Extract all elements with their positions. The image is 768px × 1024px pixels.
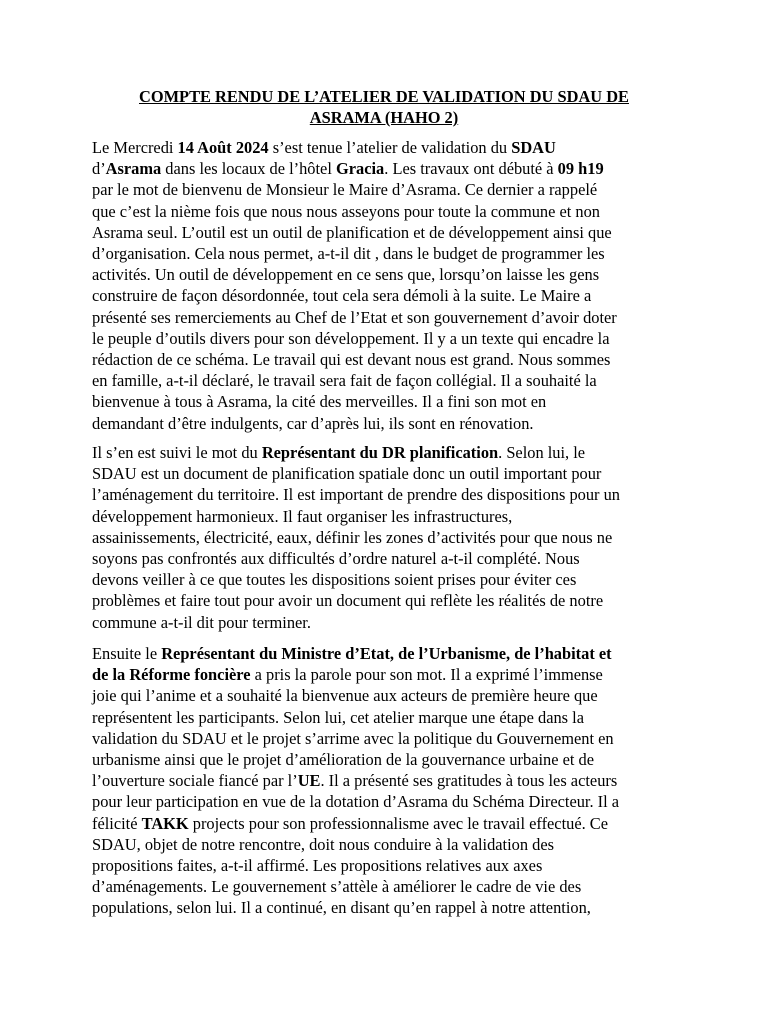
text-line: demandant d’être indulgents, car d’après lui, ils sont en rénovation. bbox=[92, 413, 534, 433]
bold-date: 14 Août 2024 bbox=[177, 138, 269, 157]
title-line: COMPTE RENDU DE L’ATELIER DE VALIDATION DU SDAU DE bbox=[139, 87, 629, 106]
text-line: rédaction de ce schéma. Le travail qui est devant nous est grand. Nous sommes bbox=[92, 350, 611, 370]
text-line: Ensuite le Représentant du Ministre d’Etat, de l’Urbanisme, de l’habitat et bbox=[92, 644, 612, 663]
text-line: joie qui l’anime et a souhaité la bienvenue aux acteurs de première heure que bbox=[92, 686, 598, 706]
text-line: activités. Un outil de développement en ce sens que, lorsqu’on laisse les gens bbox=[92, 265, 600, 285]
text-line: propositions faites, a-t-il affirmé. Les propositions relatives aux axes bbox=[92, 856, 543, 876]
text-line: d’aménagements. Le gouvernement s’attèle à améliorer le cadre de vie des bbox=[92, 877, 582, 897]
bold-time: 09 h19 bbox=[557, 159, 604, 179]
text-line: SDAU est un document de planification spatiale donc un outil important pour bbox=[92, 464, 602, 484]
text-line: que c’est la nième fois que nous nous asseyons pour toute la commune et non bbox=[92, 201, 600, 221]
text-line: félicité TAKK projects pour son professionnalisme avec le travail effectué. Ce bbox=[92, 813, 609, 833]
bold-asrama: Asrama bbox=[105, 159, 162, 179]
text-line: représentent les participants. Selon lui, cet atelier marque une étape dans la bbox=[92, 707, 584, 727]
bold-representant-dr: Représentant du DR planification bbox=[261, 443, 499, 462]
text-line: Il s’en est suivi le mot du Représentant du DR planification. Selon lui, le bbox=[92, 443, 586, 462]
text-line: urbanisme ainsi que le projet d’amélioration de la gouvernance urbaine et de bbox=[92, 750, 594, 770]
text-line: bienvenue à tous à Asrama, la cité des merveilles. Il a fini son mot en bbox=[92, 392, 547, 412]
bold-ue: UE bbox=[297, 771, 321, 791]
text-line: d’Asrama dans les locaux de l’hôtel Gracia. Les travaux ont débuté à 09 h19 bbox=[92, 159, 604, 179]
text-line: de la Réforme foncière a pris la parole pour son mot. Il a exprimé l’immense bbox=[92, 665, 603, 685]
text-line: soyons pas confrontés aux difficultés d’ordre naturel a-t-il complété. Nous bbox=[92, 549, 580, 569]
bold-representant-ministre: Représentant du Ministre d’Etat, de l’Urbanisme, de l’habitat et bbox=[161, 644, 612, 663]
text-line: d’organisation. Cela nous permet, a-t-il dit , dans le budget de programmer les bbox=[92, 244, 605, 264]
paragraph-dr-planification bbox=[92, 442, 684, 633]
text-line: Asrama seul. L’outil est un outil de planification et de développement ainsi que bbox=[92, 222, 612, 242]
text-line: l’ouverture sociale fiancé par l’UE. Il a présenté ses gratitudes à tous les acteurs bbox=[92, 771, 618, 791]
text-line: en famille, a-t-il déclaré, le travail sera fait de façon collégial. Il a souhaité la bbox=[92, 371, 597, 391]
text-line: SDAU, objet de notre rencontre, doit nous conduire à la validation des bbox=[92, 834, 555, 854]
text-line: développement harmonieux. Il faut organiser les infrastructures, bbox=[92, 506, 513, 526]
bold-reforme-fonciere: de la Réforme foncière bbox=[92, 665, 251, 685]
text-line: présenté ses remerciements au Chef de l’Etat et son gouvernement d’avoir doter bbox=[92, 307, 617, 327]
text-line: construire de façon désordonnée, tout cela sera démoli à la suite. Le Maire a bbox=[92, 286, 592, 306]
paragraph-ministre bbox=[92, 643, 684, 919]
text-line: le peuple d’outils divers pour son développement. Il y a un texte qui encadre la bbox=[92, 328, 610, 348]
text-line: devons veiller à ce que toutes les dispositions soient prises pour éviter ces bbox=[92, 570, 577, 590]
text-line: validation du SDAU et le projet s’arrime avec la politique du Gouvernement en bbox=[92, 728, 614, 748]
text-line: populations, selon lui. Il a continué, en disant qu’en rappel à notre attention, bbox=[92, 898, 591, 918]
text-line: commune a-t-il dit pour terminer. bbox=[92, 612, 311, 632]
text-line: problèmes et faire tout pour avoir un document qui reflète les réalités de notre bbox=[92, 591, 604, 611]
page-title bbox=[92, 86, 676, 128]
title-line: ASRAMA (HAHO 2) bbox=[309, 108, 459, 127]
text-line: Le Mercredi 14 Août 2024 s’est tenue l’atelier de validation du SDAU bbox=[92, 138, 556, 157]
bold-sdau: SDAU bbox=[511, 138, 556, 157]
text-line: pour leur participation en vue de la dotation d’Asrama du Schéma Directeur. Il a bbox=[92, 792, 620, 812]
text-line: par le mot de bienvenu de Monsieur le Maire d’Asrama. Ce dernier a rappelé bbox=[92, 180, 598, 200]
paragraph-opening bbox=[92, 137, 684, 434]
bold-takk: TAKK bbox=[141, 813, 189, 833]
text-line: l’aménagement du territoire. Il est important de prendre des dispositions pour un bbox=[92, 485, 621, 505]
bold-gracia: Gracia bbox=[336, 159, 385, 179]
text-line: assainissements, électricité, eaux, définir les zones d’activités pour que nous ne bbox=[92, 527, 613, 547]
